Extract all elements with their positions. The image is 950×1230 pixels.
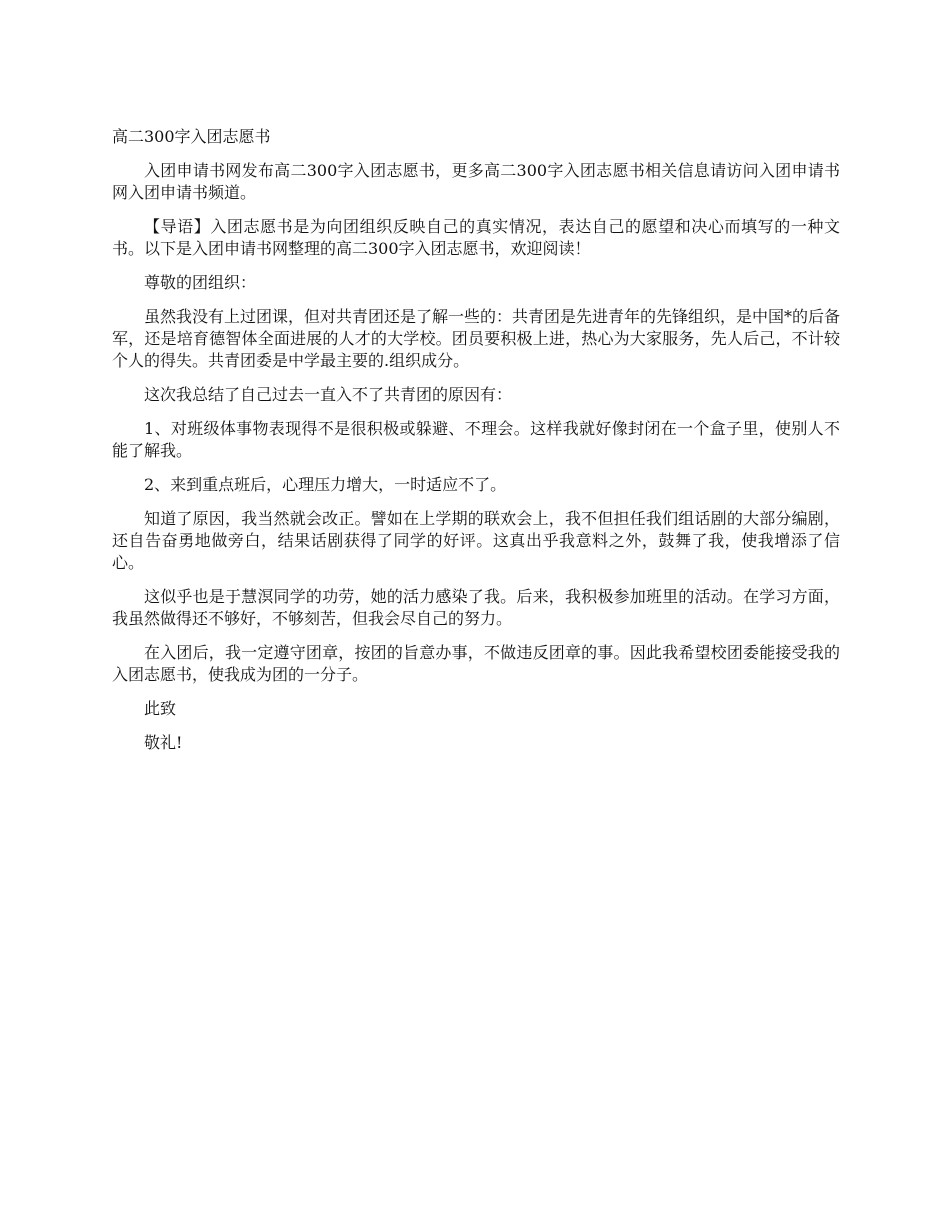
body-paragraph: 虽然我没有上过团课，但对共青团还是了解一些的：共青团是先进青年的先锋组织，是中国*的后备军，还是培育德智体全面进展的人才的大学校。团员要积极上进，热心为大家服务，先人后己，不计较个人的得失。共青团委是中学最主要的.组织成分。 xyxy=(112,307,841,370)
closing-salute: 敬礼! xyxy=(144,733,183,752)
reason-item-1: 1、对班级体事物表现得不是很积极或躲避、不理会。这样我就好像封闭在一个盒子里，使别人不能了解我。 xyxy=(112,419,840,460)
intro-paragraph: 入团申请书网发布高二300字入团志愿书，更多高二300字入团志愿书相关信息请访问入团申请书网入团申请书频道。 xyxy=(112,161,840,202)
body-paragraph: 这似乎也是于慧溟同学的功劳，她的活力感染了我。后来，我积极参加班里的活动。在学习方面，我虽然做得还不够好，不够刻苦，但我会尽自己的努力。 xyxy=(112,587,840,628)
body-paragraph: 在入团后，我一定遵守团章，按团的旨意办事，不做违反团章的事。因此我希望校团委能接受我的入团志愿书，使我成为团的一分子。 xyxy=(112,643,840,684)
reason-item-2: 2、来到重点班后，心理压力增大，一时适应不了。 xyxy=(144,475,507,494)
body-paragraph: 这次我总结了自己过去一直入不了共青团的原因有： xyxy=(144,385,513,404)
document-title: 高二300字入团志愿书 xyxy=(112,127,271,146)
salutation: 尊敬的团组织： xyxy=(144,273,257,292)
closing-phrase: 此致 xyxy=(144,699,177,718)
body-paragraph: 知道了原因，我当然就会改正。譬如在上学期的联欢会上，我不但担任我们组话剧的大部分编剧，还自告奋勇地做旁白，结果话剧获得了同学的好评。这真出乎我意料之外，鼓舞了我，使我增添了信心。 xyxy=(112,509,840,572)
guide-paragraph: 【导语】入团志愿书是为向团组织反映自己的真实情况，表达自己的愿望和决心而填写的一种文书。以下是入团申请书网整理的高二300字入团志愿书，欢迎阅读！ xyxy=(112,217,840,258)
document-page xyxy=(112,124,840,766)
